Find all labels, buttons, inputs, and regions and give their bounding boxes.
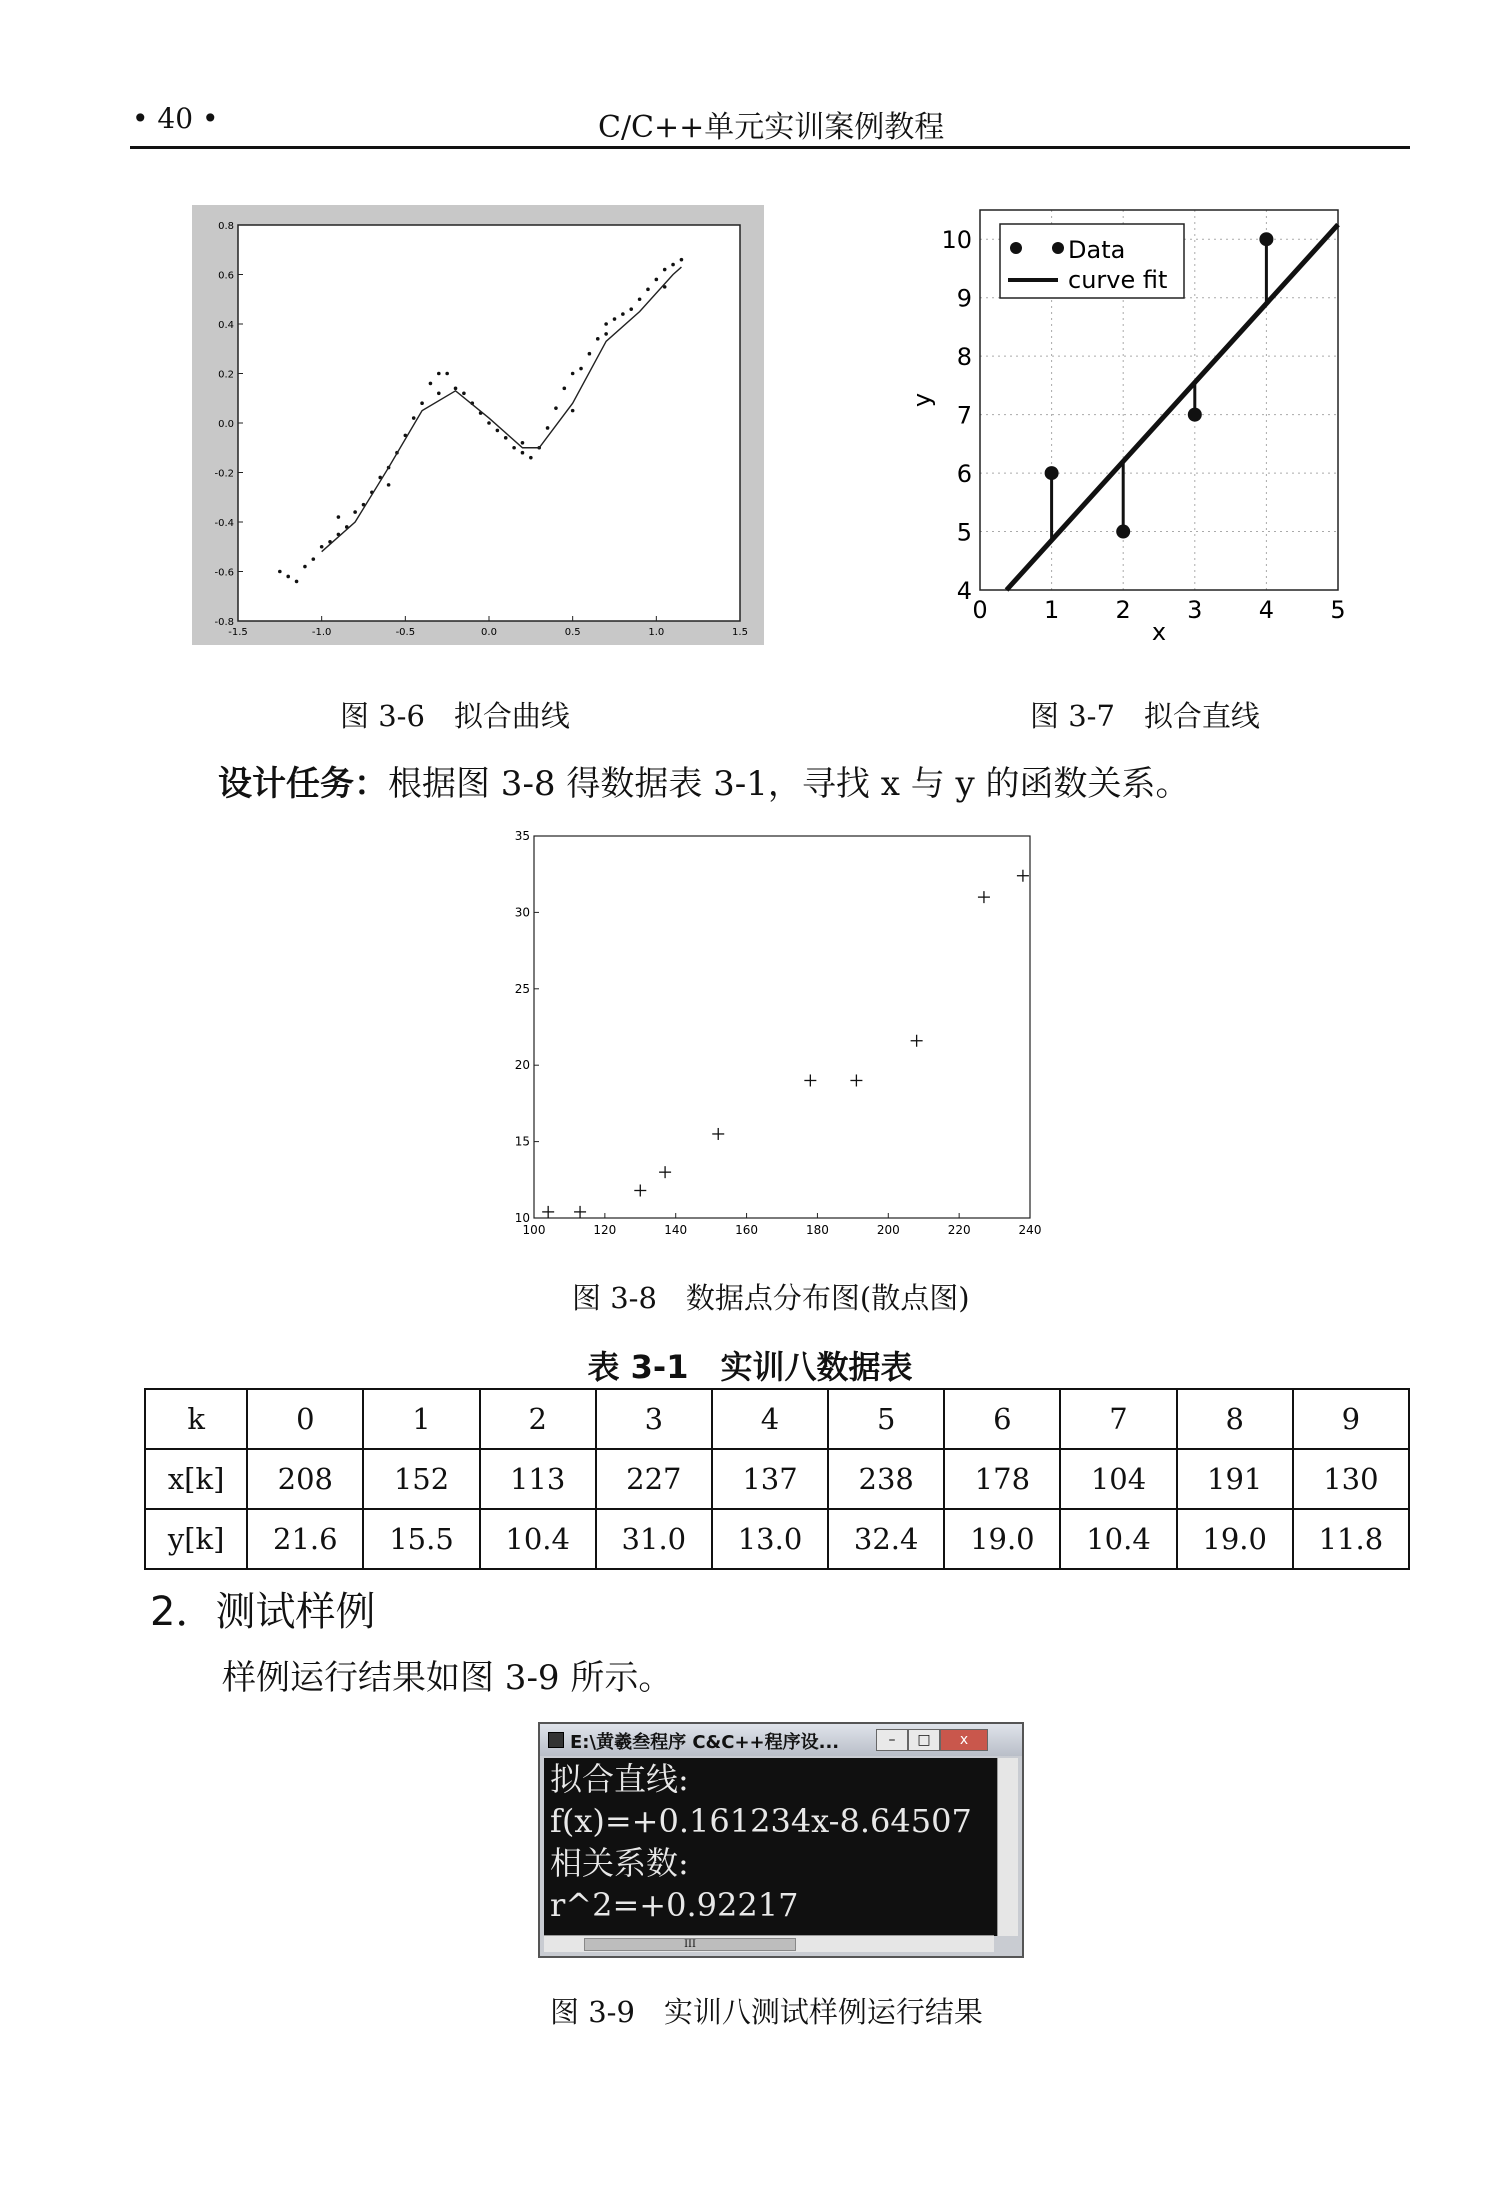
- design-task-label: 设计任务：: [218, 764, 388, 804]
- y-tick-label: 0.4: [218, 320, 234, 331]
- data-point: [320, 545, 324, 549]
- running-title: C/C++单元实训案例教程: [598, 110, 945, 145]
- y-tick-label: 0.8: [218, 221, 234, 232]
- x-tick-label: 100: [522, 1223, 546, 1237]
- table-cell: 7: [1060, 1389, 1176, 1449]
- table-cell: 21.6: [247, 1509, 363, 1569]
- page-number: • 40 •: [132, 102, 219, 135]
- data-point: [629, 307, 633, 311]
- table-cell: 5: [828, 1389, 944, 1449]
- x-tick-label: 200: [876, 1223, 900, 1237]
- data-point: [596, 337, 600, 341]
- data-point: [554, 406, 558, 410]
- y-tick-label: 0.2: [218, 369, 234, 381]
- y-tick-label: 35: [514, 829, 530, 843]
- x-tick-label: 3: [1187, 596, 1203, 624]
- x-tick-label: 220: [947, 1223, 971, 1237]
- x-tick-label: 120: [593, 1223, 617, 1237]
- table-cell: 9: [1293, 1389, 1409, 1449]
- data-point: [412, 416, 416, 420]
- data-point: [521, 441, 525, 445]
- table-row-header: x[k]: [145, 1449, 247, 1509]
- figure-3-7-chart: [900, 200, 1360, 650]
- data-point: [655, 278, 659, 282]
- y-tick-label: 0.0: [218, 419, 234, 430]
- data-point: [521, 451, 525, 455]
- x-tick-label: -1.5: [228, 627, 248, 638]
- table-row: [145, 1509, 1409, 1569]
- console-title: E:\黄羲叁程序 C&C++程序设...: [570, 1732, 840, 1753]
- data-point: [1116, 525, 1130, 539]
- x-tick-label: 2: [1115, 596, 1131, 624]
- scrollbar-thumb[interactable]: III: [584, 1938, 796, 1951]
- design-task-paragraph: [218, 756, 1190, 805]
- y-tick-label: -0.2: [214, 468, 234, 480]
- figure-3-8-caption: 图 3-8 数据点分布图(散点图): [572, 1281, 970, 1315]
- table-cell: 191: [1177, 1449, 1293, 1509]
- data-point: [337, 515, 341, 519]
- data-point: [286, 575, 290, 579]
- table-cell: 19.0: [1177, 1509, 1293, 1569]
- data-point: [604, 322, 608, 326]
- table-cell: 137: [712, 1449, 828, 1509]
- table-cell: 4: [712, 1389, 828, 1449]
- data-point: [613, 317, 617, 321]
- maximize-button[interactable]: □: [908, 1729, 940, 1751]
- y-tick-label: 10: [514, 1211, 530, 1225]
- y-tick-label: 8: [956, 343, 972, 372]
- table-cell: 113: [480, 1449, 596, 1509]
- y-tick-label: -0.6: [214, 567, 234, 579]
- console-line: 相关系数:: [550, 1844, 689, 1882]
- table-cell: 13.0: [712, 1509, 828, 1569]
- data-point: [1188, 408, 1202, 422]
- console-app-icon: [548, 1732, 564, 1748]
- x-tick-label: -1.0: [311, 627, 332, 638]
- data-point: [303, 565, 307, 569]
- table-row: [145, 1389, 1409, 1449]
- table-row: [145, 1449, 1409, 1509]
- y-axis-label: y: [908, 392, 936, 408]
- horizontal-scrollbar[interactable]: [544, 1935, 994, 1952]
- legend-label-data: Data: [1068, 236, 1126, 264]
- design-task-text: 根据图 3-8 得数据表 3-1，寻找 x 与 y 的函数关系。: [388, 764, 1190, 804]
- x-tick-label: 1.0: [648, 627, 665, 638]
- y-tick-label: 15: [514, 1134, 530, 1149]
- table-cell: 2: [480, 1389, 596, 1449]
- data-point: [529, 456, 533, 460]
- section-paragraph: 样例运行结果如图 3-9 所示。: [222, 1658, 673, 1698]
- data-point: [671, 263, 675, 267]
- table-cell: 15.5: [363, 1509, 479, 1569]
- data-point: [546, 426, 550, 430]
- y-tick-label: 0.6: [218, 270, 234, 282]
- close-button[interactable]: x: [940, 1729, 988, 1751]
- figure-3-8-chart: [500, 820, 1060, 1250]
- table-cell: 10.4: [1060, 1509, 1176, 1569]
- figure-3-6-chart: [192, 205, 764, 645]
- data-point: [429, 382, 433, 386]
- data-point: [571, 372, 575, 376]
- section-heading: 2．测试样例: [150, 1589, 376, 1635]
- data-table: [144, 1388, 1410, 1570]
- figure-3-9-caption: 图 3-9 实训八测试样例运行结果: [550, 1995, 983, 2029]
- data-point: [295, 580, 299, 584]
- console-line: 拟合直线:: [550, 1760, 689, 1798]
- y-tick-label: -0.4: [214, 518, 234, 529]
- x-tick-label: 180: [805, 1223, 829, 1237]
- data-point: [462, 392, 466, 396]
- console-output: [544, 1758, 1000, 1936]
- x-tick-label: 1: [1043, 596, 1060, 624]
- data-point: [496, 429, 500, 433]
- table-cell: 32.4: [828, 1509, 944, 1569]
- console-window: [538, 1722, 1024, 1958]
- table-cell: 31.0: [596, 1509, 712, 1569]
- plot-area: [534, 836, 1030, 1218]
- y-tick-label: -0.8: [214, 617, 234, 628]
- table-cell: 3: [596, 1389, 712, 1449]
- data-point: [487, 421, 491, 425]
- y-tick-label: 6: [956, 460, 972, 489]
- data-point: [437, 372, 441, 376]
- data-point: [512, 446, 516, 450]
- table-cell: 227: [596, 1449, 712, 1509]
- table-cell: 130: [1293, 1449, 1409, 1509]
- table-cell: 11.8: [1293, 1509, 1409, 1569]
- table-cell: 19.0: [944, 1509, 1060, 1569]
- data-point: [504, 436, 508, 440]
- data-point: [588, 352, 592, 356]
- header-rule: [130, 146, 1410, 149]
- y-tick-label: 25: [514, 981, 530, 996]
- legend-data-marker: [1010, 242, 1022, 254]
- x-tick-label: 160: [735, 1223, 759, 1237]
- data-point: [312, 557, 316, 561]
- y-tick-label: 9: [956, 284, 972, 313]
- table-cell: 0: [247, 1389, 363, 1449]
- vertical-scrollbar[interactable]: [997, 1758, 1018, 1936]
- table-cell: 238: [828, 1449, 944, 1509]
- data-point: [663, 268, 667, 272]
- data-point: [646, 288, 650, 292]
- table-row-header: y[k]: [145, 1509, 247, 1569]
- y-tick-label: 20: [514, 1058, 530, 1073]
- console-line: r^2=+0.92217: [550, 1886, 799, 1924]
- data-point: [1259, 232, 1273, 246]
- console-title-bar: [540, 1724, 1022, 1756]
- x-tick-label: 1.5: [732, 627, 748, 638]
- table-title: 表 3-1 实训八数据表: [587, 1348, 913, 1386]
- y-tick-label: 7: [956, 401, 972, 430]
- y-tick-label: 4: [956, 577, 972, 605]
- table-cell: 178: [944, 1449, 1060, 1509]
- table-cell: 10.4: [480, 1509, 596, 1569]
- data-point: [638, 297, 642, 301]
- legend-label-curve-fit: curve fit: [1068, 266, 1168, 294]
- x-tick-label: 0: [972, 596, 988, 624]
- x-axis-label: x: [1151, 618, 1167, 646]
- data-point: [604, 332, 608, 336]
- figure-3-6-caption: 图 3-6 拟合曲线: [340, 699, 570, 733]
- x-tick-label: 4: [1258, 596, 1275, 624]
- console-line: f(x)=+0.161234x-8.64507: [550, 1802, 972, 1840]
- data-point: [680, 258, 684, 262]
- table-cell: 152: [363, 1449, 479, 1509]
- data-point: [420, 401, 424, 405]
- data-point: [563, 387, 567, 391]
- y-tick-label: 30: [514, 905, 530, 920]
- table-cell: 1: [363, 1389, 479, 1449]
- data-point: [571, 409, 575, 413]
- y-tick-label: 10: [941, 226, 972, 255]
- data-point: [278, 570, 282, 574]
- data-point: [579, 367, 583, 371]
- data-point: [1045, 466, 1059, 480]
- data-point: [445, 372, 449, 376]
- x-tick-label: 240: [1018, 1223, 1042, 1237]
- table-row-header: k: [145, 1389, 247, 1449]
- data-point: [621, 312, 625, 316]
- data-point: [437, 392, 441, 396]
- x-tick-label: 0.5: [564, 627, 581, 638]
- minimize-button[interactable]: –: [876, 1729, 908, 1751]
- table-cell: 104: [1060, 1449, 1176, 1509]
- table-cell: 208: [247, 1449, 363, 1509]
- data-point: [454, 387, 458, 391]
- legend-data-marker-2: [1052, 242, 1064, 254]
- y-tick-label: 5: [956, 518, 972, 547]
- table-cell: 6: [944, 1389, 1060, 1449]
- table-cell: 8: [1177, 1389, 1293, 1449]
- x-tick-label: 140: [664, 1223, 688, 1237]
- x-tick-label: 5: [1330, 596, 1346, 624]
- x-tick-label: 0.0: [481, 627, 497, 638]
- data-point: [387, 483, 391, 487]
- data-point: [353, 510, 357, 514]
- x-tick-label: -0.5: [395, 627, 416, 638]
- figure-3-7-caption: 图 3-7 拟合直线: [1030, 699, 1260, 733]
